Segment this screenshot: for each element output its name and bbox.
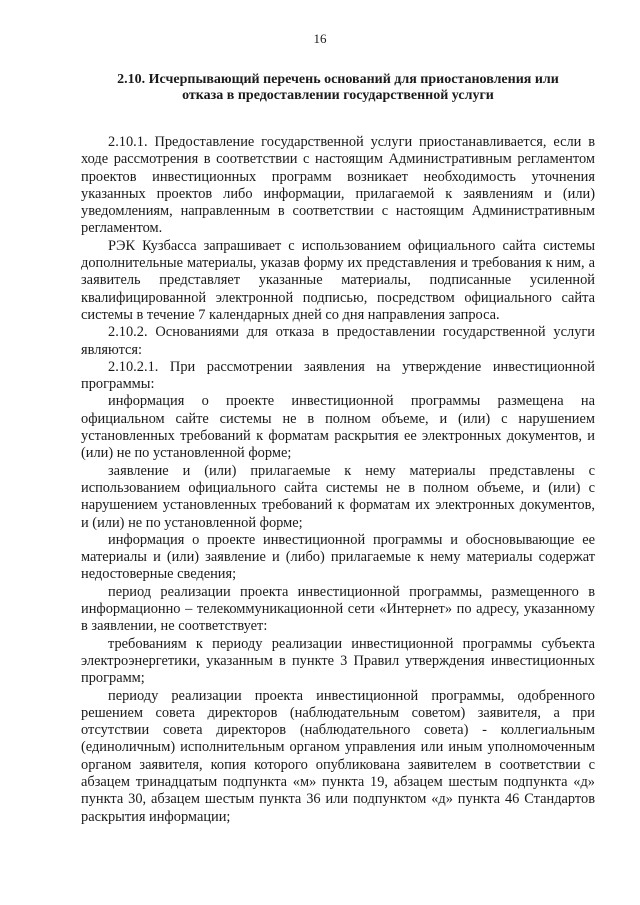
- paragraph-application-incomplete: заявление и (или) прилагаемые к нему материалы представлены с использованием официального сайта системы не в полном объеме, и (или) с нарушением установленных требований к форматам их электронных документов, и (или) не по установленной форме;: [81, 462, 595, 531]
- paragraph-2-10-2: 2.10.2. Основаниями для отказа в предоставлении государственной услуги являются:: [81, 324, 595, 358]
- document-body: [81, 72, 595, 826]
- paragraph-period-requirements: требованиям к периоду реализации инвестиционной программы субъекта электроэнергетики, указанным в пункте 3 Правил утверждения инвестиционных программ;: [81, 635, 595, 687]
- paragraph-false-information: информация о проекте инвестиционной программы и обосновывающие ее материалы и (или) заявление и (либо) прилагаемые к нему материалы содержат недостоверные сведения;: [81, 531, 595, 583]
- paragraph-2-10-1: 2.10.1. Предоставление государственной услуги приостанавливается, если в ходе рассмотрения в соответствии с настоящим Административным регламентом проектов инвестиционных программ возникает необходимость уточнения указанных проектов либо информации, прилагаемой к заявлениям и (или) уведомлениям, направленным в соответствии с настоящим Административным регламентом.: [81, 134, 595, 237]
- section-title-line-2: отказа в предоставлении государственной услуги: [182, 88, 494, 103]
- paragraph-period-mismatch: период реализации проекта инвестиционной программы, размещенного в информационно – телекоммуникационной сети «Интернет» по адресу, указанному в заявлении, не соответствует:: [81, 583, 595, 635]
- paragraph-board-approved-period: периоду реализации проекта инвестиционной программы, одобренного решением совета директоров (наблюдательным советом) заявителя, а при отсутствии совета директоров (наблюдательного совета) - коллегиальным (единоличным) исполнительным органом управления или иным уполномоченным органом заявителя, копия которого опубликована заявителем в соответствии с абзацем тринадцатым подпункта «м» пункта 19, абзацем шестым подпункта «д» пункта 30, абзацем шестым пункта 36 или подпунктом «д» пункта 46 Стандартов раскрытия информации;: [81, 687, 595, 825]
- paragraph-rek-request: РЭК Кузбасса запрашивает с использованием официального сайта системы дополнительные материалы, указав форму их представления и требования к ним, а заявитель представляет указанные материалы, подписанные усиленной квалифицированной электронной подписью, посредством официального сайта системы в течение 7 календарных дней со дня направления запроса.: [81, 237, 595, 323]
- section-title: [81, 72, 595, 104]
- paragraph-info-incomplete: информация о проекте инвестиционной программы размещена на официальном сайте системы не в полном объеме, и (или) с нарушением установленных требований к форматам раскрытия ее электронных документов, и (или) не по установленной форме;: [81, 393, 595, 462]
- paragraph-2-10-2-1: 2.10.2.1. При рассмотрении заявления на утверждение инвестиционной программы:: [81, 358, 595, 393]
- page-number: 16: [313, 31, 327, 46]
- section-title-line-1: 2.10. Исчерпывающий перечень оснований для приостановления или: [117, 72, 559, 87]
